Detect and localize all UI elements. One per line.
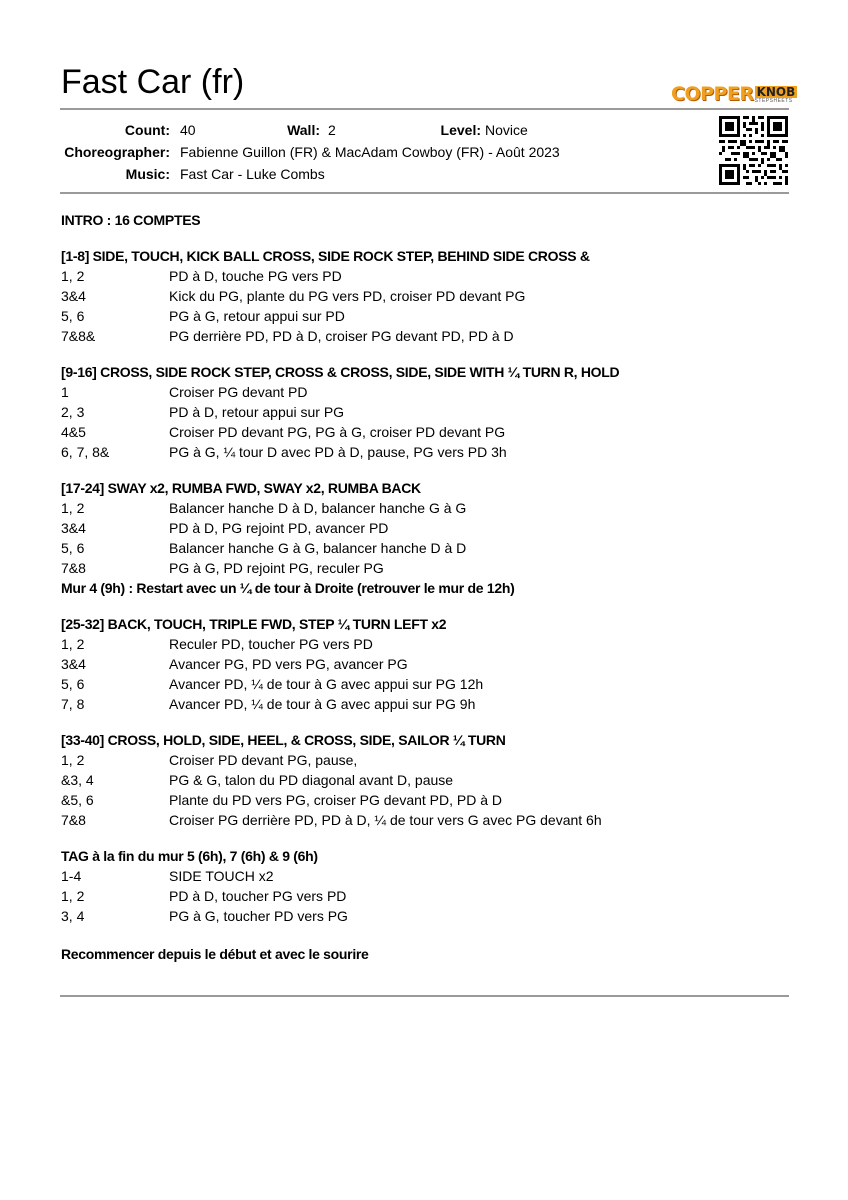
step-description: PG derrière PD, PD à D, croiser PG devant PD, PD à D bbox=[169, 328, 514, 344]
step-description: PG & G, talon du PD diagonal avant D, pause bbox=[169, 772, 454, 788]
header-divider bbox=[60, 108, 789, 110]
step-row bbox=[61, 286, 781, 306]
choreographer-value: Fabienne Guillon (FR) & MacAdam Cowboy (FR) - Août 2023 bbox=[180, 144, 560, 160]
step-row bbox=[61, 498, 781, 518]
step-count: 2, 3 bbox=[61, 404, 85, 420]
step-row bbox=[61, 518, 781, 538]
step-description: Reculer PD, toucher PG vers PD bbox=[169, 636, 373, 652]
section-heading: [1-8] SIDE, TOUCH, KICK BALL CROSS, SIDE ROCK STEP, BEHIND SIDE CROSS & bbox=[61, 248, 590, 264]
step-description: Croiser PG devant PD bbox=[169, 384, 308, 400]
step-description: Plante du PD vers PG, croiser PG devant PD, PD à D bbox=[169, 792, 503, 808]
step-row bbox=[61, 906, 781, 926]
step-description: PD à D, retour appui sur PG bbox=[169, 404, 345, 420]
logo-sub-text: STEPSHEETS bbox=[754, 98, 793, 104]
stepsheet-body bbox=[61, 210, 781, 964]
step-row bbox=[61, 810, 781, 830]
step-description: Avancer PG, PD vers PG, avancer PG bbox=[169, 656, 408, 672]
music-label: Music: bbox=[125, 166, 170, 182]
step-description: Balancer hanche G à G, balancer hanche D à D bbox=[169, 540, 467, 556]
choreographer-label: Choreographer: bbox=[64, 144, 170, 160]
meta-divider bbox=[60, 192, 789, 194]
logo-knob-text: KNOB bbox=[756, 85, 796, 99]
step-row bbox=[61, 790, 781, 810]
section-heading: [17-24] SWAY x2, RUMBA FWD, SWAY x2, RUMBA BACK bbox=[61, 480, 421, 496]
step-row bbox=[61, 770, 781, 790]
music-value: Fast Car - Luke Combs bbox=[180, 166, 325, 182]
step-row bbox=[61, 750, 781, 770]
step-description: PD à D, touche PG vers PD bbox=[169, 268, 342, 284]
step-count: 1, 2 bbox=[61, 500, 85, 516]
step-row bbox=[61, 306, 781, 326]
step-row bbox=[61, 422, 781, 442]
count-label: Count: bbox=[124, 122, 170, 138]
tag-heading: TAG à la fin du mur 5 (6h), 7 (6h) & 9 (6h) bbox=[61, 848, 318, 864]
level-value: Novice bbox=[485, 122, 528, 138]
step-count: &3, 4 bbox=[61, 772, 94, 788]
step-count: 1, 2 bbox=[61, 268, 85, 284]
closing-text: Recommencer depuis le début et avec le sourire bbox=[61, 946, 369, 962]
restart-note: Mur 4 (9h) : Restart avec un ¼ de tour à Droite (retrouver le mur de 12h) bbox=[61, 580, 515, 596]
step-count: 6, 7, 8& bbox=[61, 444, 110, 460]
section-heading: [9-16] CROSS, SIDE ROCK STEP, CROSS & CROSS, SIDE, SIDE WITH ¼ TURN R, HOLD bbox=[61, 364, 620, 380]
intro-text: INTRO : 16 COMPTES bbox=[61, 212, 201, 228]
step-row bbox=[61, 634, 781, 654]
step-description: Croiser PD devant PG, PG à G, croiser PD devant PG bbox=[169, 424, 506, 440]
step-row bbox=[61, 538, 781, 558]
step-description: Avancer PD, ¼ de tour à G avec appui sur PG 9h bbox=[169, 696, 476, 712]
step-count: 3&4 bbox=[61, 288, 86, 304]
section-heading: [33-40] CROSS, HOLD, SIDE, HEEL, & CROSS, SIDE, SAILOR ¼ TURN bbox=[61, 732, 506, 748]
step-description: PG à G, ¼ tour D avec PD à D, pause, PG vers PD 3h bbox=[169, 444, 507, 460]
step-count: 7&8 bbox=[61, 812, 86, 828]
step-description: PD à D, toucher PG vers PD bbox=[169, 888, 347, 904]
step-count: 7, 8 bbox=[61, 696, 85, 712]
level-label: Level: bbox=[440, 122, 481, 138]
step-row bbox=[61, 694, 781, 714]
step-count: 7&8& bbox=[61, 328, 96, 344]
step-description: PG à G, PD rejoint PG, reculer PG bbox=[169, 560, 384, 576]
step-description: PG à G, toucher PD vers PG bbox=[169, 908, 348, 924]
copperknob-logo bbox=[671, 82, 797, 104]
step-count: 5, 6 bbox=[61, 676, 85, 692]
step-count: 1, 2 bbox=[61, 636, 85, 652]
count-value: 40 bbox=[180, 122, 196, 138]
step-count: 1 bbox=[61, 384, 69, 400]
step-count: 7&8 bbox=[61, 560, 86, 576]
step-count: 5, 6 bbox=[61, 308, 85, 324]
step-count: 3, 4 bbox=[61, 908, 85, 924]
step-row bbox=[61, 402, 781, 422]
step-description: Croiser PG derrière PD, PD à D, ¼ de tour vers G avec PG devant 6h bbox=[169, 812, 602, 828]
logo-copper-text: COPPER bbox=[671, 83, 754, 105]
step-description: Croiser PD devant PG, pause, bbox=[169, 752, 358, 768]
step-count: 1-4 bbox=[61, 868, 82, 884]
step-row bbox=[61, 886, 781, 906]
step-row bbox=[61, 326, 781, 346]
step-description: Avancer PD, ¼ de tour à G avec appui sur PG 12h bbox=[169, 676, 484, 692]
footer-divider bbox=[60, 995, 789, 997]
section-heading: [25-32] BACK, TOUCH, TRIPLE FWD, STEP ¼ TURN LEFT x2 bbox=[61, 616, 447, 632]
step-description: PG à G, retour appui sur PD bbox=[169, 308, 345, 324]
step-row bbox=[61, 266, 781, 286]
wall-label: Wall: bbox=[287, 122, 320, 138]
step-row bbox=[61, 382, 781, 402]
step-row bbox=[61, 442, 781, 462]
wall-value: 2 bbox=[328, 122, 336, 138]
step-row bbox=[61, 674, 781, 694]
step-count: 3&4 bbox=[61, 520, 86, 536]
step-count: 1, 2 bbox=[61, 888, 85, 904]
step-count: 1, 2 bbox=[61, 752, 85, 768]
qr-code bbox=[719, 116, 788, 185]
step-count: 5, 6 bbox=[61, 540, 85, 556]
step-count: 3&4 bbox=[61, 656, 86, 672]
step-description: Kick du PG, plante du PG vers PD, croiser PD devant PG bbox=[169, 288, 526, 304]
step-description: PD à D, PG rejoint PD, avancer PD bbox=[169, 520, 389, 536]
step-row bbox=[61, 558, 781, 578]
step-count: 4&5 bbox=[61, 424, 86, 440]
step-row bbox=[61, 866, 781, 886]
step-row bbox=[61, 654, 781, 674]
step-count: &5, 6 bbox=[61, 792, 94, 808]
step-description: SIDE TOUCH x2 bbox=[169, 868, 274, 884]
step-description: Balancer hanche D à D, balancer hanche G à G bbox=[169, 500, 467, 516]
page-title: Fast Car (fr) bbox=[61, 63, 245, 101]
